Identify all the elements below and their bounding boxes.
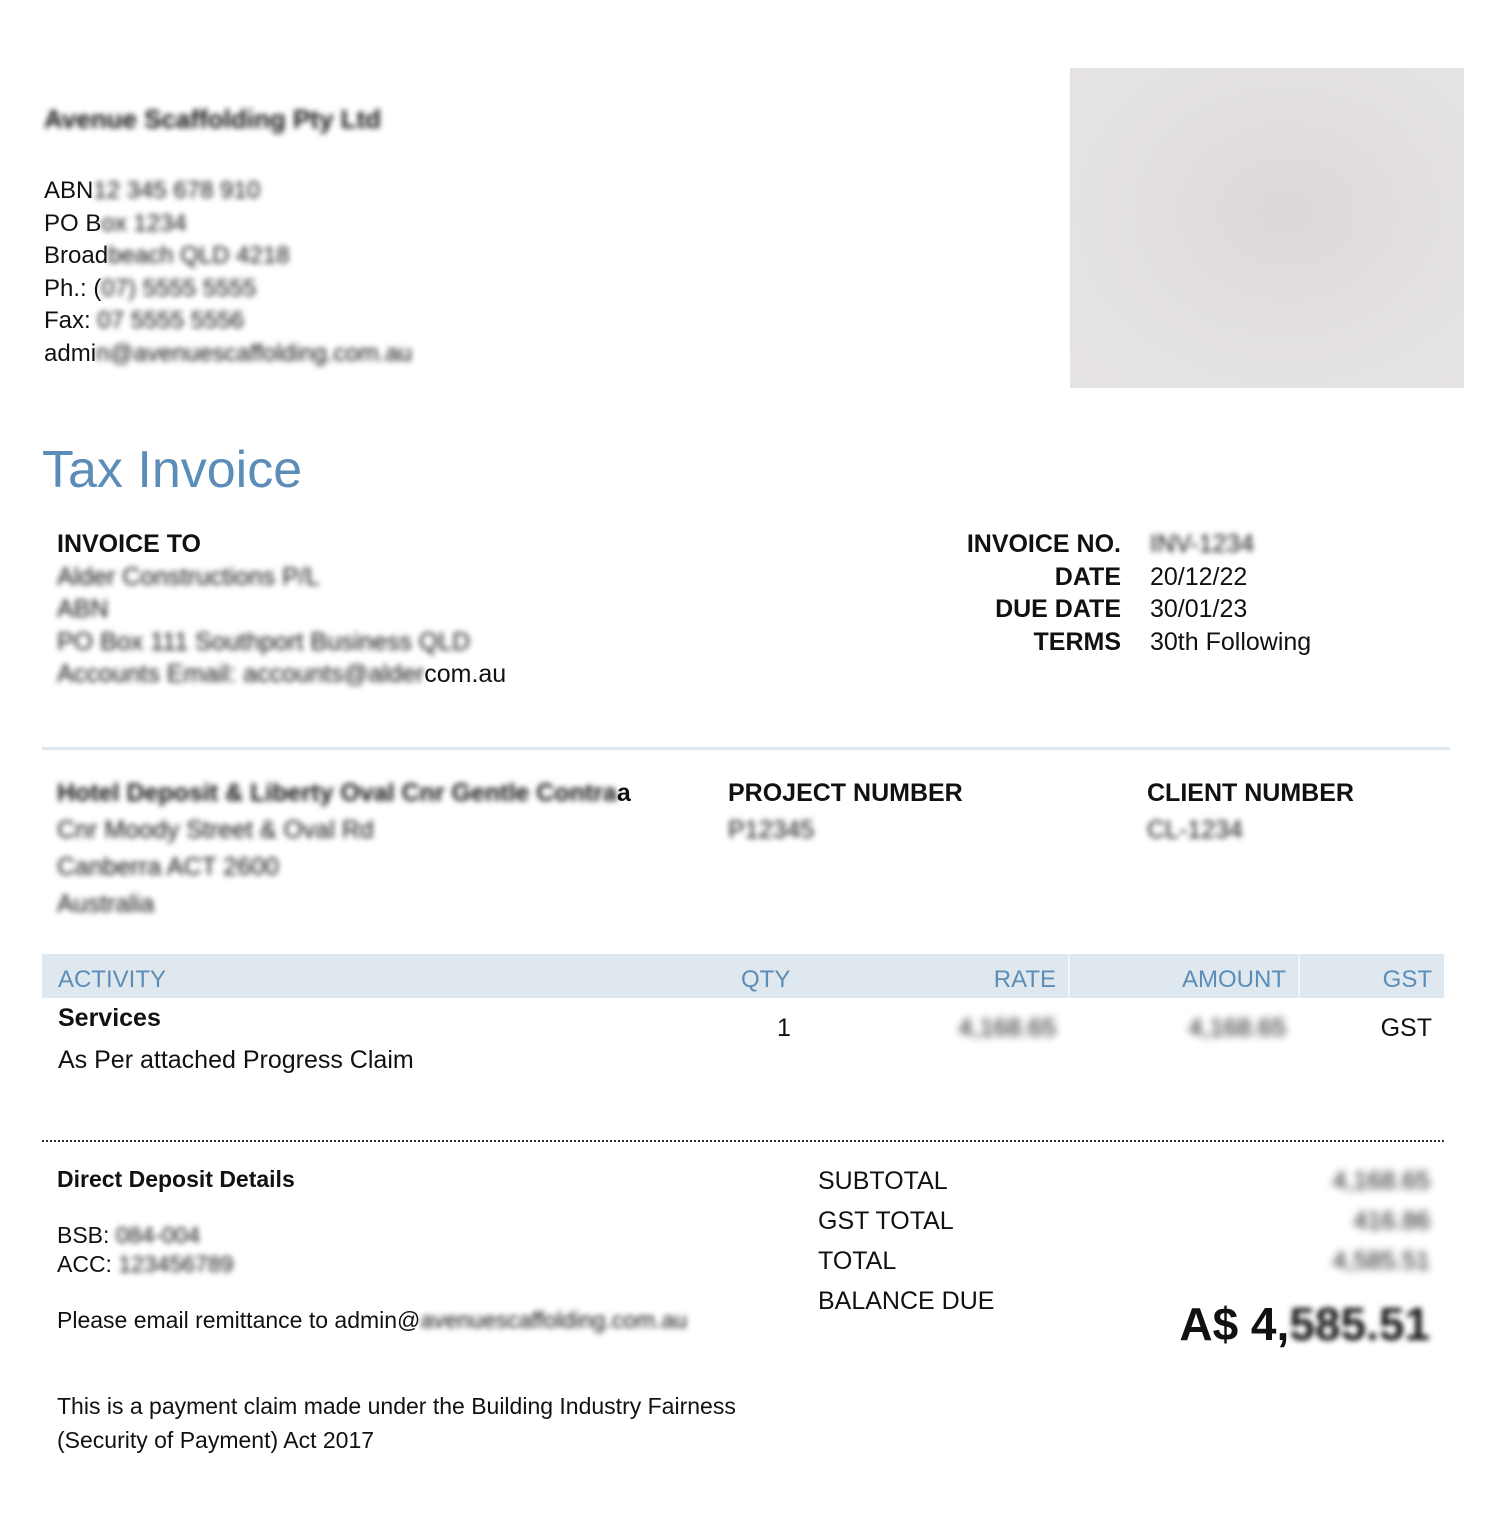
deposit-title: Direct Deposit Details [57, 1166, 295, 1192]
client-number-block [1147, 775, 1354, 849]
subtotal-value: 4,168.65 [1332, 1167, 1430, 1195]
table-row [42, 1000, 1444, 1090]
ship-to-line-1: Hotel Deposit & Liberty Oval Cnr Gentle Contraa [57, 779, 631, 807]
col-separator [1068, 954, 1070, 998]
due-date-row [860, 593, 1420, 626]
col-gst-header: GST [1382, 966, 1432, 993]
company-details [44, 175, 412, 370]
row-rate: 4,168.65 [958, 1014, 1056, 1042]
legal-note-line-1: This is a payment claim made under the Building Industry Fairness [57, 1393, 736, 1419]
terms-label: TERMS [1033, 627, 1121, 656]
invoice-date-value: 20/12/22 [1150, 562, 1248, 591]
col-qty-header: QTY [741, 966, 791, 993]
ship-to-line-3: Canberra ACT 2600 [57, 853, 279, 881]
row-qty: 1 [777, 1014, 791, 1042]
invoice-to-abn: ABN [57, 595, 109, 623]
gst-total-value: 416.86 [1353, 1207, 1430, 1235]
totals-divider [42, 1140, 1444, 1142]
balance-due-label: BALANCE DUE [818, 1287, 995, 1315]
invoice-number-row [860, 528, 1420, 561]
invoice-to-address: PO Box 111 Southport Business QLD [57, 627, 471, 656]
balance-due-amount: A$ 4,585.51 [1179, 1298, 1430, 1350]
total-value: 4,585.51 [1332, 1247, 1430, 1275]
client-number-label: CLIENT NUMBER [1147, 779, 1354, 807]
invoice-number-value: INV-1234 [1150, 530, 1255, 558]
invoice-to-block [57, 528, 677, 691]
subtotal-row [818, 1167, 1430, 1196]
gst-total-label: GST TOTAL [818, 1207, 954, 1235]
col-activity-header: ACTIVITY [58, 966, 167, 993]
deposit-acc: ACC: 123456789 [57, 1251, 234, 1277]
total-row [818, 1247, 1430, 1276]
invoice-to-email: Accounts Email: accounts@aldercom.au [57, 660, 507, 688]
row-description: As Per attached Progress Claim [58, 1046, 414, 1074]
company-name: Avenue Scaffolding Pty Ltd [44, 104, 382, 134]
document-title: Tax Invoice [42, 441, 303, 499]
row-activity: Services [58, 1004, 161, 1032]
gst-total-row [818, 1207, 1430, 1236]
legal-note-line-2: (Security of Payment) Act 2017 [57, 1427, 375, 1453]
deposit-bsb: BSB: 084-004 [57, 1222, 201, 1248]
company-abn: ABN12 345 678 910 [44, 177, 261, 204]
project-number-value: P12345 [728, 816, 815, 844]
company-address: Broadbeach QLD 4218 [44, 242, 290, 269]
invoice-date-label: DATE [1054, 562, 1121, 591]
row-gst: GST [1380, 1014, 1432, 1042]
project-number-block [728, 775, 963, 849]
company-fax: Fax: 07 5555 5556 [44, 307, 245, 334]
section-divider [42, 747, 1450, 750]
company-phone: Ph.: (07) 5555 5555 [44, 274, 257, 302]
subtotal-label: SUBTOTAL [818, 1167, 948, 1195]
ship-to-block [57, 775, 697, 923]
col-amount-header: AMOUNT [1182, 966, 1286, 993]
deposit-details [57, 1165, 797, 1457]
client-number-value: CL-1234 [1147, 816, 1243, 844]
invoice-meta [860, 528, 1420, 658]
remittance-note: Please email remittance to admin@avenuescaffolding.com.au [57, 1307, 688, 1333]
terms-value: 30th Following [1150, 627, 1312, 656]
row-amount: 4,168.65 [1188, 1014, 1286, 1042]
total-label: TOTAL [818, 1247, 897, 1275]
ship-to-line-4: Australia [57, 890, 155, 918]
invoice-number-label: INVOICE NO. [966, 530, 1121, 558]
col-separator [1298, 954, 1300, 998]
invoice-to-heading: INVOICE TO [57, 530, 202, 558]
invoice-to-name: Alder Constructions P/L [57, 562, 320, 591]
invoice-date-row [860, 561, 1420, 594]
company-email: admin@avenuescaffolding.com.au [44, 339, 413, 367]
col-rate-header: RATE [993, 966, 1056, 993]
terms-row [860, 626, 1420, 659]
project-number-label: PROJECT NUMBER [728, 779, 963, 807]
ship-to-line-2: Cnr Moody Street & Oval Rd [57, 816, 374, 844]
company-logo-placeholder [1070, 68, 1464, 388]
due-date-value: 30/01/23 [1150, 595, 1248, 623]
line-items-header [42, 954, 1444, 998]
company-po-box: PO Box 1234 [44, 209, 187, 237]
due-date-label: DUE DATE [995, 595, 1121, 623]
